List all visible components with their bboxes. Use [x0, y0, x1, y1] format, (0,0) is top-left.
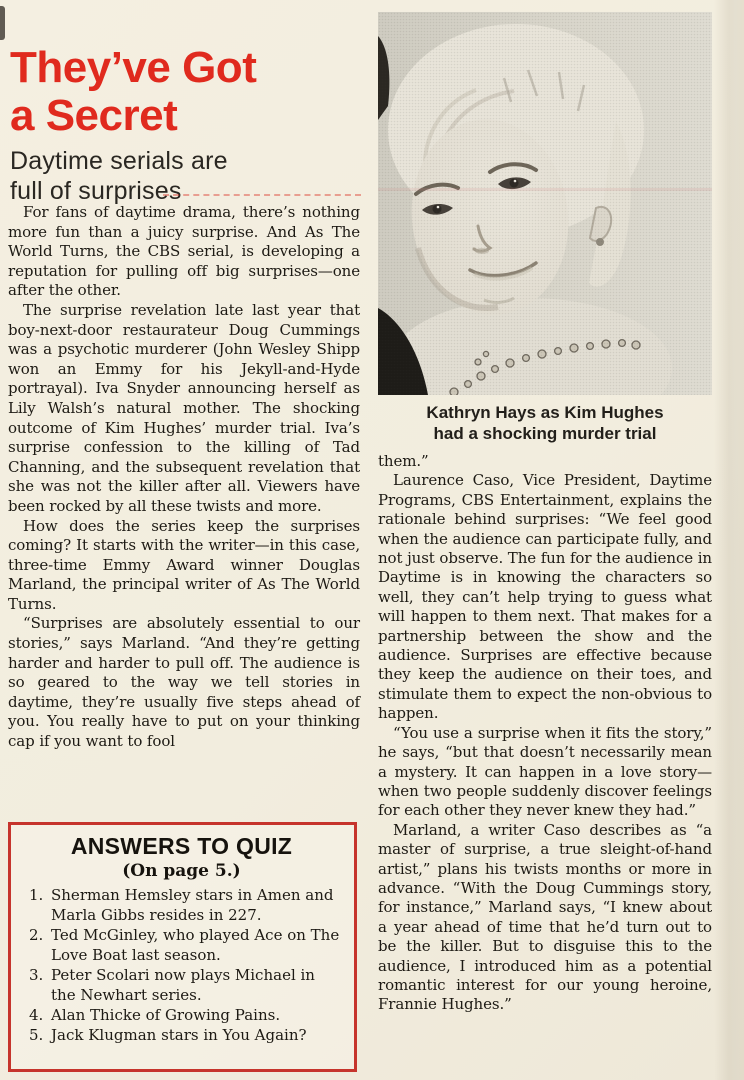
quiz-answers-box: [8, 822, 357, 1072]
body-paragraph: Laurence Caso, Vice President, Daytime Programs, CBS Entertainment, explains the rationale behind surprises: “We feel good when the audience can participate fully, and not just observe. The fun for the audience in Daytime is in knowing the characters so well, they can’t help trying to guess what will happen to them next. That makes for a partnership between the show and the audience. Surprises are effective because they keep the audience on their toes, and stimulate them to expect the non-obvious to happen.: [378, 471, 712, 723]
page-edge-shadow: [714, 0, 744, 1080]
quiz-subheading: (On page 5.): [122, 861, 241, 881]
photo-caption-line-2: had a shocking murder trial: [433, 424, 657, 443]
body-paragraph: Marland, a writer Caso describes as “a master of surprise, a true sleight-of-hand artist,” plans his twists months or more in advance. “With the Doug Cummings story, for instance,” Marland says, “I knew about a year ahead of time that he’d turn out to be the killer. But to disguise this to the audience, I introduced him as a potential romantic interest for our young heroine, Frannie Hughes.”: [378, 820, 712, 1014]
photo-caption-line-1: Kathryn Hays as Kim Hughes: [426, 403, 664, 422]
quiz-answer-item: [21, 1005, 342, 1025]
quiz-answer-item: [21, 965, 342, 1005]
kathryn-hays-photo: [378, 12, 712, 395]
quiz-answer-list: [21, 885, 342, 1045]
print-bleed-artifact: [163, 194, 361, 196]
left-column: [8, 203, 360, 752]
body-paragraph: How does the series keep the surprises coming? It starts with the writer—in this case, three-time Emmy Award winner Douglas Marland, the principal writer of As The World Turns.: [8, 516, 360, 613]
photo-caption: [378, 402, 712, 444]
article-subtitle: [10, 146, 228, 206]
quiz-answer-number: 3.: [29, 966, 44, 984]
quiz-answer-text: Peter Scolari now plays Michael in the Newhart series.: [51, 966, 315, 1004]
body-paragraph: The surprise revelation late last year that boy-next-door restaurateur Doug Cummings was a psychotic murderer (John Wesley Shipp won an Emmy for his Jekyll-and-Hyde portrayal). Iva Snyder announcing herself as Lily Walsh’s natural mother. The shocking outcome of Kim Hughes’ murder trial. Iva’s surprise confession to the killing of Tad Channing, and the subsequent revelation that she was not the killer after all. Viewers have been rocked by all these twists and more.: [8, 300, 360, 515]
quiz-answer-text: Sherman Hemsley stars in Amen and Marla Gibbs resides in 227.: [51, 886, 334, 924]
quiz-answer-text: Ted McGinley, who played Ace on The Love Boat last season.: [51, 926, 340, 964]
scan-edge-artifact: [0, 6, 5, 40]
quiz-answer-number: 1.: [29, 886, 44, 904]
quiz-answer-text: Alan Thicke of Growing Pains.: [51, 1006, 281, 1024]
body-paragraph: “You use a surprise when it fits the story,” he says, “but that doesn’t necessarily mean a mystery. It can happen in a love story—when two people suddenly discover feelings for each other they never knew they had.”: [378, 723, 712, 820]
quiz-answer-number: 5.: [29, 1026, 44, 1044]
article-title-line-2: a Secret: [10, 91, 178, 140]
quiz-answer-item: [21, 1025, 342, 1045]
quiz-answer-text: Jack Klugman stars in You Again?: [51, 1026, 307, 1044]
quiz-answer-item: [21, 885, 342, 925]
article-subtitle-line-2: full of surprises: [10, 177, 182, 205]
right-column: [378, 452, 712, 1015]
body-paragraph: “Surprises are absolutely essential to our stories,” says Marland. “And they’re getting harder and harder to pull off. The audience is so geared to the way we tell stories in daytime, they’re usually five steps ahead of you. You really have to put on your thinking cap if you want to fool: [8, 614, 360, 751]
article-title: [10, 44, 256, 140]
article-subtitle-line-1: Daytime serials are: [10, 147, 228, 175]
portrait-illustration: [378, 12, 712, 395]
article-title-line-1: They’ve Got: [10, 43, 257, 92]
quiz-answer-number: 2.: [29, 926, 44, 944]
body-paragraph: For fans of daytime drama, there’s nothing more fun than a juicy surprise. And As The World Turns, the CBS serial, is developing a reputation for pulling off big surprises—one after the other.: [8, 203, 360, 300]
quiz-answer-number: 4.: [29, 1006, 44, 1024]
body-paragraph: them.”: [378, 452, 429, 470]
quiz-answer-item: [21, 925, 342, 965]
quiz-heading: ANSWERS TO QUIZ: [70, 833, 293, 859]
